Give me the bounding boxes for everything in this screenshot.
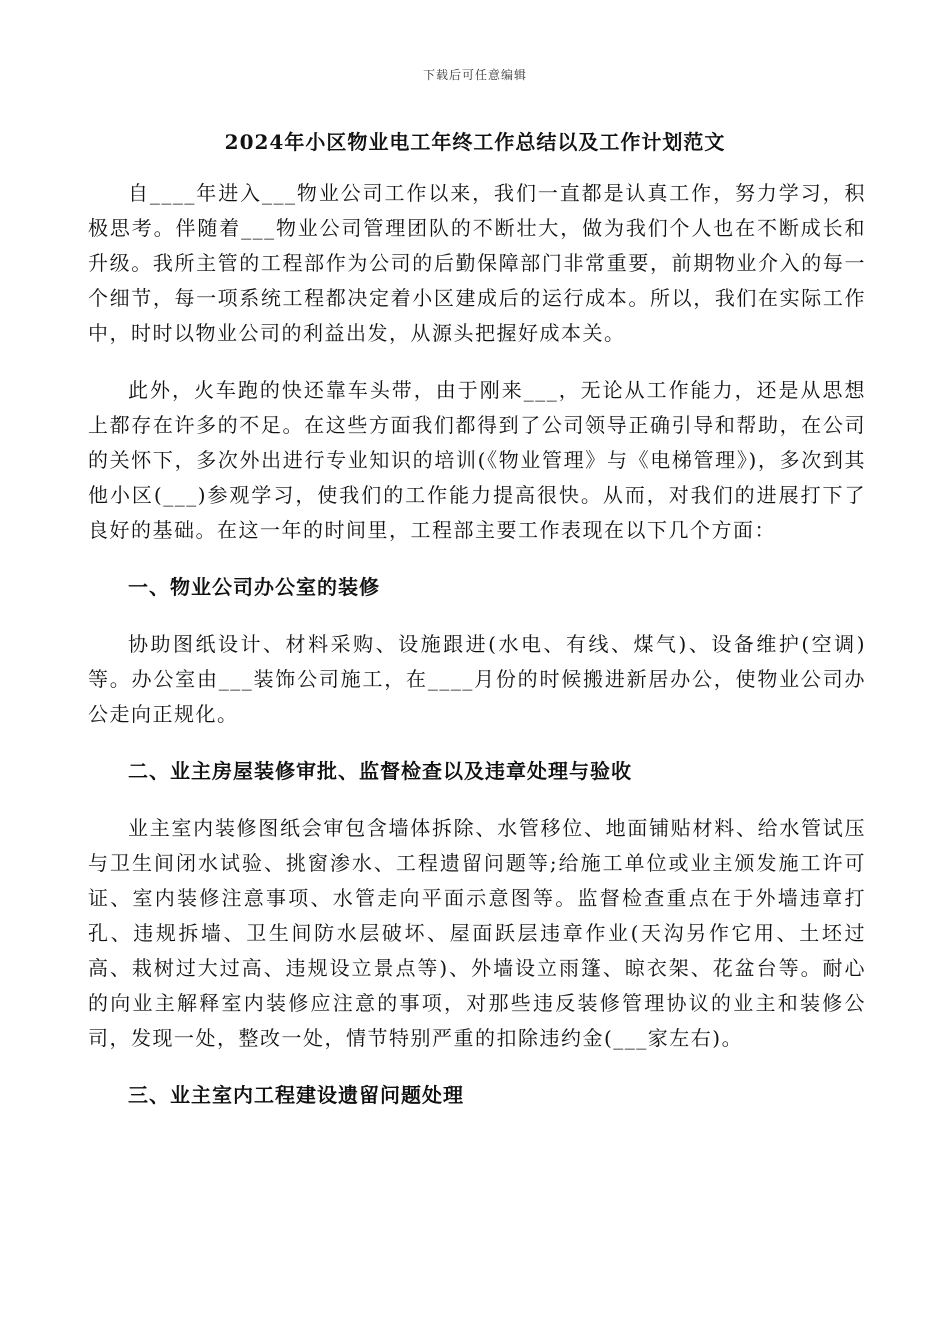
header-note: 下载后可任意编辑 [422,68,527,82]
paragraph-background: 此外，火车跑的快还靠车头带，由于刚来___，无论从工作能力，还是从思想上都存在许多的不足。在这些方面我们都得到了公司领导正确引导和帮助，在公司的关怀下，多次外出进行专业知识的培训(《物业管理》与《电梯管理》)，多次到其他小区(___)参观学习，使我们的工作能力提高很快。从而，对我们的进展打下了良好的基础。在这一年的时间里，工程部主要工作表现在以下几个方面： [88,378,866,542]
paragraph-intro: 自____年进入___物业公司工作以来，我们一直都是认真工作，努力学习，积极思考。伴随着___物业公司管理团队的不断壮大，做为我们个人也在不断成长和升级。我所主管的工程部作为公司的后勤保障部门非常重要，前期物业介入的每一个细节，每一项系统工程都决定着小区建成后的运行成本。所以，我们在实际工作中，时时以物业公司的利益出发，从源头把握好成本关。 [88,181,866,345]
document-body [88,176,866,1135]
section-heading-2: 二、业主房屋装修审批、监督检查以及违章处理与验收 [128,759,632,783]
section-heading-1: 一、物业公司办公室的装修 [128,575,380,599]
section-heading-3: 三、业主室内工程建设遗留问题处理 [128,1083,464,1107]
document-title: 2024年小区物业电工年终工作总结以及工作计划范文 [224,130,726,154]
paragraph-section-1: 协助图纸设计、材料采购、设施跟进(水电、有线、煤气)、设备维护(空调)等。办公室由___装饰公司施工，在____月份的时候搬进新居办公，使物业公司办公走向正规化。 [88,632,866,726]
paragraph-section-2: 业主室内装修图纸会审包含墙体拆除、水管移位、地面铺贴材料、给水管试压与卫生间闭水试验、挑窗渗水、工程遗留问题等;给施工单位或业主颁发施工许可证、室内装修注意事项、水管走向平面示意图等。监督检查重点在于外墙违章打孔、违规拆墙、卫生间防水层破坏、屋面跃层违章作业(天沟另作它用、土坯过高、栽树过大过高、违规设立景点等)、外墙设立雨篷、晾衣架、花盆台等。耐心的向业主解释室内装修应注意的事项，对那些违反装修管理协议的业主和装修公司，发现一处，整改一处，情节特别严重的扣除违约金(___家左右)。 [88,816,866,1050]
